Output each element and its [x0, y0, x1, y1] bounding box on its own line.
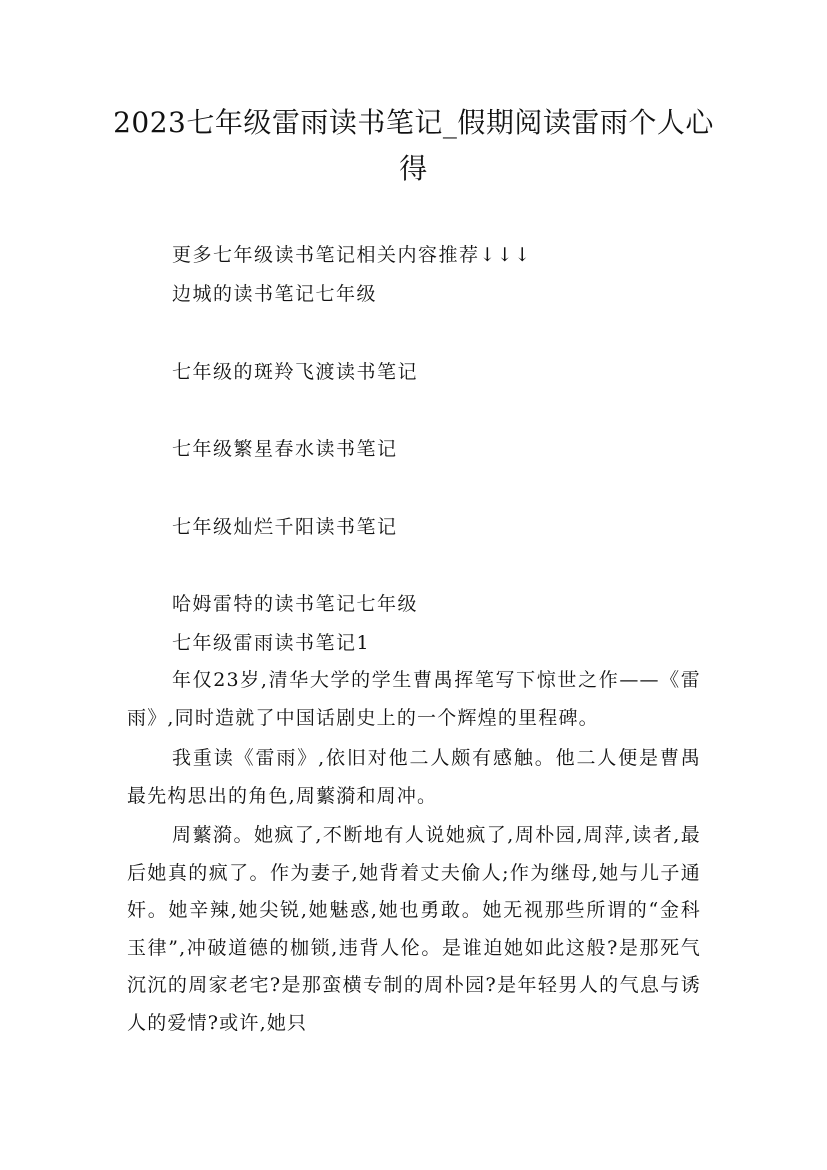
section-heading: 七年级雷雨读书笔记1: [172, 632, 371, 654]
related-link[interactable]: 七年级繁星春水读书笔记: [172, 438, 398, 460]
related-link[interactable]: 七年级的斑羚飞渡读书笔记: [172, 361, 419, 383]
recommend-heading: 更多七年级读书笔记相关内容推荐↓↓↓: [172, 244, 532, 266]
related-link[interactable]: 边城的读书笔记七年级: [172, 283, 378, 305]
related-link[interactable]: 七年级灿烂千阳读书笔记: [172, 516, 398, 538]
body-paragraph: 年仅23岁,清华大学的学生曹禺挥笔写下惊世之作——《雷雨》,同时造就了中国话剧史上的一个辉煌的里程碑。: [127, 669, 701, 729]
related-link[interactable]: 哈姆雷特的读书笔记七年级: [172, 593, 419, 615]
body-paragraph: 周蘩漪。她疯了,不断地有人说她疯了,周朴园,周萍,读者,最后她真的疯了。作为妻子,她背着丈夫偷人;作为继母,她与儿子通奸。她辛辣,她尖锐,她魅惑,她也勇敢。她无视那些所谓的“金科玉律”,冲破道德的枷锁,违背人伦。是谁迫她如此这般?是那死气沉沉的周家老宅?是那蛮横专制的周朴园?是年轻男人的气息与诱人的爱情?或许,她只: [127, 824, 701, 1034]
body-paragraph: 我重读《雷雨》,依旧对他二人颇有感触。他二人便是曹禺最先构思出的角色,周蘩漪和周冲。: [127, 747, 701, 807]
document-title: 2023七年级雷雨读书笔记_假期阅读雷雨个人心得: [113, 106, 714, 185]
